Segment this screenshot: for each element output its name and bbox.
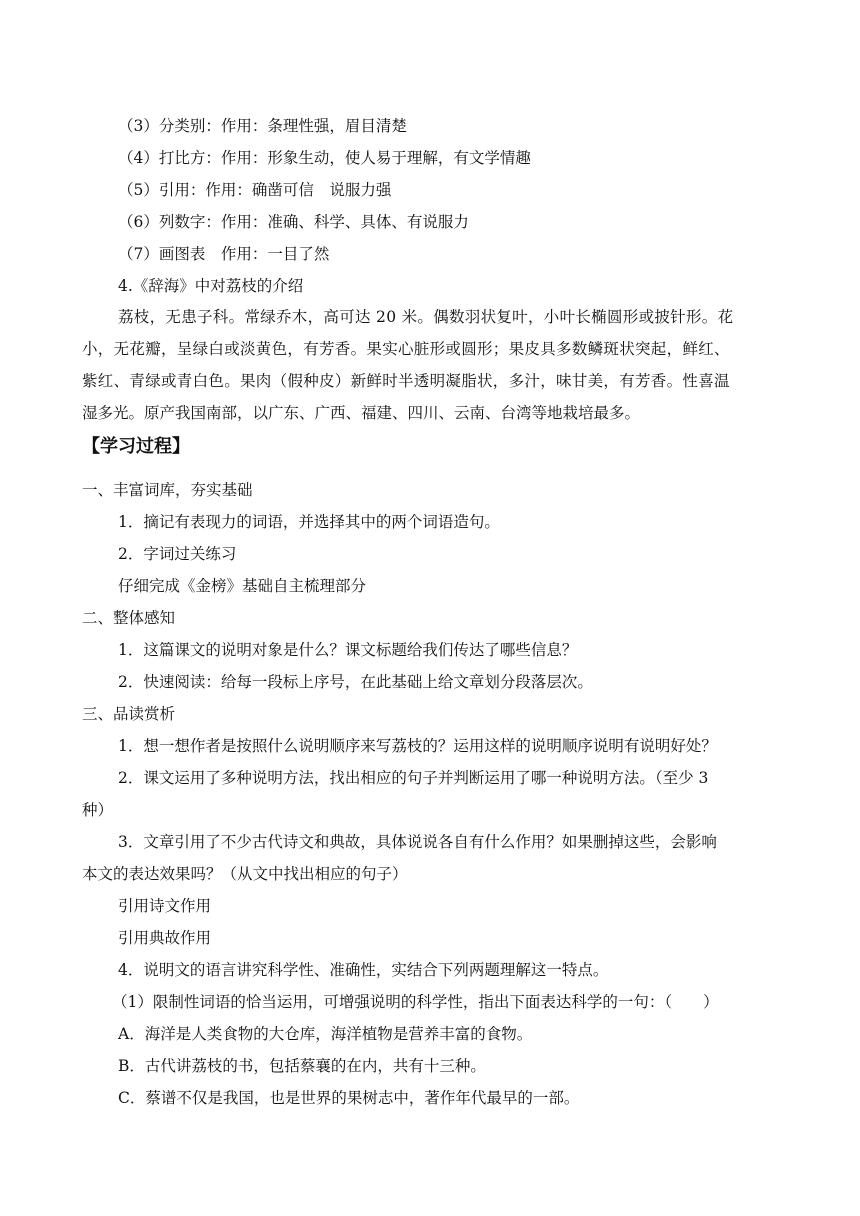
cihai-paragraph-line: 湿多光。原产我国南部，以广东、广西、福建、四川、云南、台湾等地栽培最多。 bbox=[82, 404, 641, 422]
cihai-paragraph-line: 紫红、青绿或青白色。果肉（假种皮）新鲜时半透明凝脂状，多汁，味甘美，有芳香。性喜温 bbox=[82, 372, 730, 390]
part-title: 二、整体感知 bbox=[82, 609, 176, 627]
question: 1．想一想作者是按照什么说明顺序来写荔枝的？运用这样的说明顺序说明有说明好处？ bbox=[118, 737, 717, 755]
question-sub: 引用诗文作用 bbox=[118, 897, 212, 915]
question: 3．文章引用了不少古代诗文和典故，具体说说各自有什么作用？如果删掉这些，会影响 bbox=[118, 833, 717, 851]
part-item: 仔细完成《金榜》基础自主梳理部分 bbox=[118, 577, 367, 595]
cihai-paragraph-line: 小，无花瓣，呈绿白或淡黄色，有芳香。果实心脏形或圆形；果皮具多数鳞斑状突起，鲜红、 bbox=[82, 340, 730, 358]
part-title: 三、品读赏析 bbox=[82, 705, 176, 723]
method-item: （3）分类别：作用：条理性强，眉目清楚 bbox=[118, 117, 407, 135]
answer-option: A．海洋是人类食物的大仓库，海洋植物是营养丰富的食物。 bbox=[118, 1025, 533, 1043]
question-continuation: 种） bbox=[82, 801, 114, 819]
part-title: 一、丰富词库，夯实基础 bbox=[82, 481, 253, 499]
part-item: 1．这篇课文的说明对象是什么？课文标题给我们传达了哪些信息？ bbox=[118, 641, 578, 659]
answer-option: C．蔡谱不仅是我国，也是世界的果树志中，著作年代最早的一部。 bbox=[118, 1089, 580, 1107]
question: 4．说明文的语言讲究科学性、准确性，实结合下列两题理解这一特点。 bbox=[118, 961, 609, 979]
cihai-title: 4.《辞海》中对荔枝的介绍 bbox=[118, 277, 304, 295]
question: 2．课文运用了多种说明方法，找出相应的句子并判断运用了哪一种说明方法。（至少 3 bbox=[118, 769, 709, 787]
part-item: 2．快速阅读：给每一段标上序号，在此基础上给文章划分段落层次。 bbox=[118, 673, 593, 691]
question-continuation: 本文的表达效果吗？（从文中找出相应的句子） bbox=[82, 865, 408, 883]
method-item: （5）引用：作用：确凿可信 说服力强 bbox=[118, 181, 392, 199]
cihai-paragraph-line: 荔枝，无患子科。常绿乔木，高可达 20 米。偶数羽状复叶，小叶长椭圆形或披针形。花 bbox=[118, 308, 734, 326]
part-item: 1．摘记有表现力的词语，并选择其中的两个词语造句。 bbox=[118, 513, 500, 531]
section-heading: 【学习过程】 bbox=[82, 436, 190, 457]
part-item: 2．字词过关练习 bbox=[118, 545, 237, 563]
method-item: （6）列数字：作用：准确、科学、具体、有说服力 bbox=[118, 213, 469, 231]
answer-option: B．古代讲荔枝的书，包括蔡襄的在内，共有十三种。 bbox=[118, 1057, 486, 1075]
question-sub: 引用典故作用 bbox=[118, 929, 212, 947]
question-sub: （1）限制性词语的恰当运用，可增强说明的科学性，指出下面表达科学的一句：（ ） bbox=[112, 993, 719, 1011]
method-item: （7）画图表 作用：一目了然 bbox=[118, 245, 330, 263]
method-item: （4）打比方：作用：形象生动，使人易于理解，有文学情趣 bbox=[118, 149, 531, 167]
